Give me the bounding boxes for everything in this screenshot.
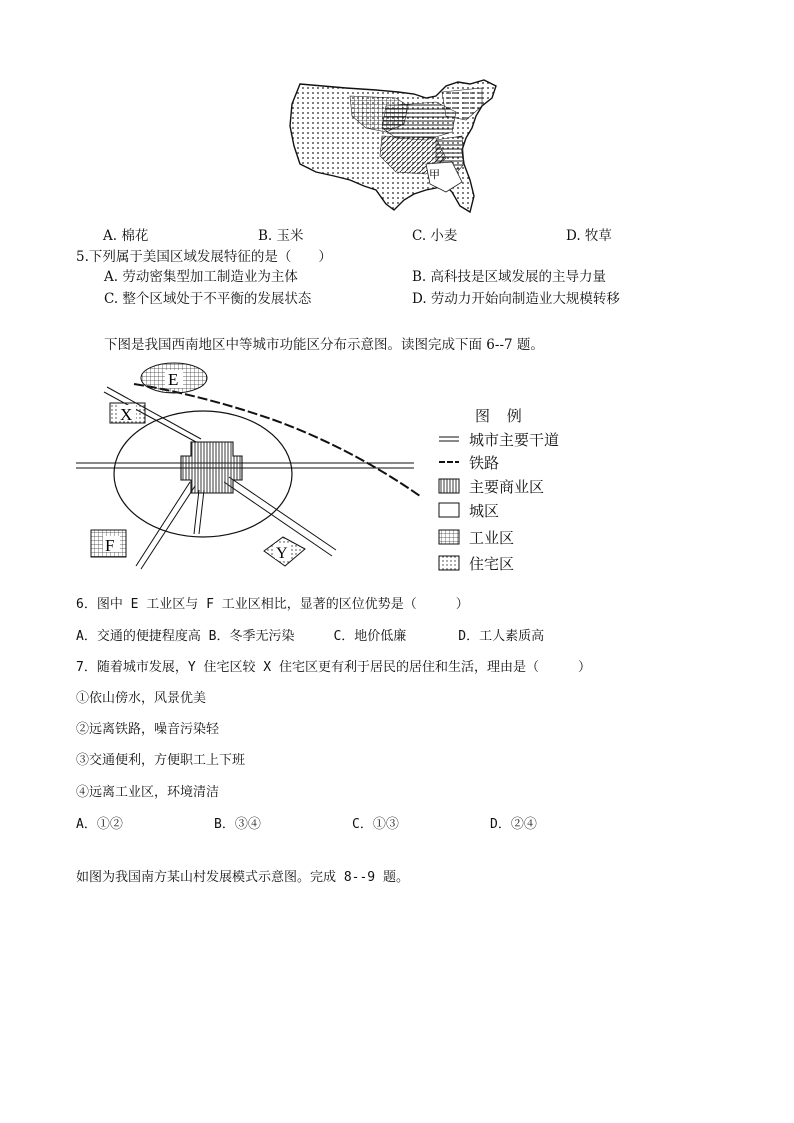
q5-option-d[interactable]: D. 劳动力开始向制造业大规模转移 (412, 291, 620, 307)
commercial-legend-icon (437, 478, 461, 494)
q6-options[interactable]: A．交通的便捷程度高 B．冬季无污染 C．地价低廉 D．工人素质高 (76, 629, 545, 644)
main-road-horizontal (76, 463, 414, 468)
legend-urban (437, 500, 499, 520)
legend-title: 图 例 (475, 407, 528, 425)
us-agriculture-map (286, 76, 508, 218)
label-x: X (120, 405, 133, 424)
legend-residential (437, 553, 514, 573)
q7-stem: 7．随着城市发展，Y 住宅区较 X 住宅区更有利于居民的居住和生活，理由是（ ） (76, 660, 591, 675)
legend-main-road (437, 429, 559, 449)
q7-option-d[interactable]: D．②④ (490, 817, 537, 832)
main-road-southwest (136, 482, 195, 569)
q4-option-a[interactable]: A. 棉花 (103, 228, 149, 244)
label-f: F (105, 536, 115, 555)
q7-item-2: ②远离铁路，噪音污染轻 (76, 722, 220, 737)
legend-railway (437, 452, 499, 472)
map-label-jia: 甲 (429, 168, 440, 181)
legend-label: 主要商业区 (469, 477, 545, 496)
label-e: E (168, 370, 179, 389)
q4-option-c[interactable]: C. 小麦 (412, 228, 458, 244)
railway-line (134, 384, 420, 496)
q4-option-d[interactable]: D. 牧草 (566, 228, 612, 244)
q7-option-b[interactable]: B．③④ (214, 817, 261, 832)
q6-stem: 6．图中 E 工业区与 F 工业区相比，显著的区位优势是（ ） (76, 597, 469, 612)
main-road-legend-icon (437, 431, 461, 447)
intro-6-7: 下图是我国西南地区中等城市功能区分布示意图。读图完成下面 6--7 题。 (104, 337, 544, 353)
q5-option-a[interactable]: A. 劳动密集型加工制造业为主体 (104, 269, 298, 285)
legend-label: 城市主要干道 (469, 430, 560, 449)
q5-stem: 5.下列属于美国区域发展特征的是（ ） (76, 249, 332, 265)
legend-industrial (437, 527, 514, 547)
legend-commercial (437, 476, 544, 496)
intro-8-9: 如图为我国南方某山村发展模式示意图。完成 8--9 题。 (76, 870, 409, 885)
commercial-zone (181, 442, 242, 493)
railway-legend-icon (437, 454, 461, 470)
q5-option-b[interactable]: B. 高科技是区域发展的主导力量 (412, 269, 607, 285)
legend-label: 住宅区 (469, 554, 515, 573)
industrial-legend-icon (437, 529, 461, 545)
q7-option-c[interactable]: C．①③ (352, 817, 399, 832)
q7-item-3: ③交通便利，方便职工上下班 (76, 753, 246, 768)
label-y: Y (276, 545, 288, 562)
main-road-south (194, 490, 204, 534)
residential-legend-icon (437, 555, 461, 571)
legend-label: 工业区 (469, 528, 515, 547)
legend-label: 城区 (469, 501, 500, 520)
legend-label: 铁路 (469, 453, 500, 472)
q7-item-1: ①依山傍水，风景优美 (76, 691, 207, 706)
q5-option-c[interactable]: C. 整个区域处于不平衡的发展状态 (104, 291, 312, 307)
q4-option-b[interactable]: B. 玉米 (258, 228, 304, 244)
urban-legend-icon (437, 502, 461, 518)
q7-option-a[interactable]: A．①② (76, 817, 123, 832)
q7-item-4: ④远离工业区，环境清洁 (76, 785, 220, 800)
city-zone-map (74, 356, 424, 581)
